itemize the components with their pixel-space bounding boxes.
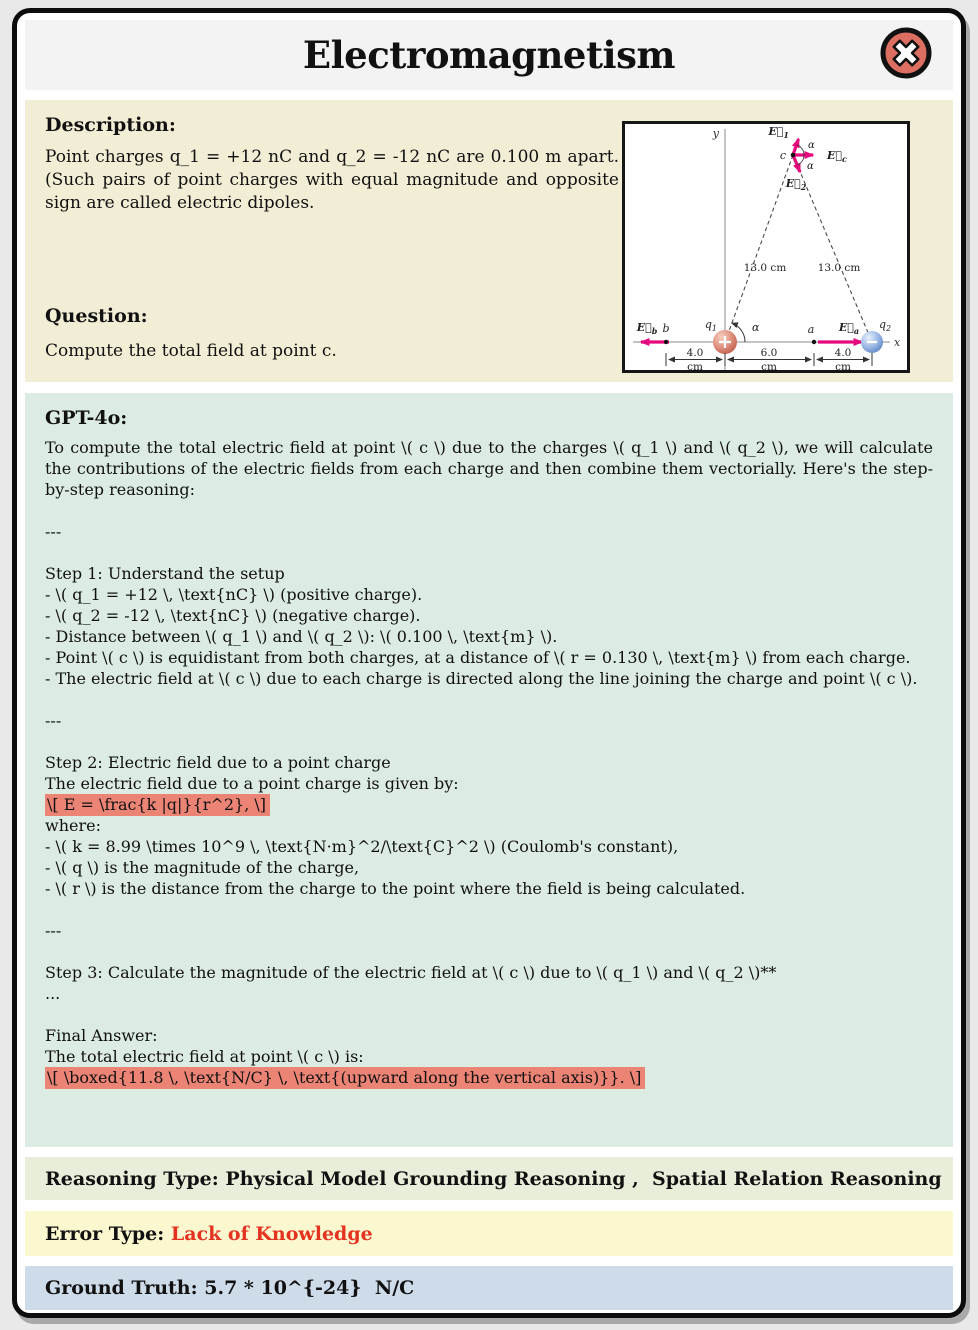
error-type-value: Lack of Knowledge [164, 1222, 373, 1245]
answer-line [45, 500, 933, 521]
dim-value-3: 4.0 [834, 347, 852, 359]
vector-E2 [793, 155, 800, 172]
point-a-label: a [807, 323, 815, 336]
answer-line: - \( q_1 = +12 \, \text{nC} \) (positive charge). [45, 585, 423, 604]
reasoning-type-row [25, 1157, 953, 1200]
point-b [664, 340, 668, 344]
answer-line: To compute the total electric field at point \( c \) due to the charges \( q_1 \) and \( q_2 \), we will calculate the contributions of the electric fields from each charge and then combine them vectorially. Here's the step-by-step reasoning: [45, 438, 933, 499]
model-answer-panel [25, 393, 953, 1147]
error-type-row [25, 1211, 953, 1256]
close-icon [878, 25, 934, 81]
distance-label-right: 13.0 cm [817, 262, 861, 274]
answer-line: The total electric field at point \( c \) is: [45, 1047, 364, 1066]
vector-E1-label: $E⃗_1$ [768, 125, 789, 140]
answer-line: where: [45, 816, 101, 835]
answer-line: The electric field due to a point charge is given by: [45, 774, 459, 793]
answer-line: - \( q_2 = -12 \, \text{nC} \) (negative charge). [45, 606, 421, 625]
answer-line: ... [45, 984, 61, 1003]
answer-line [45, 731, 933, 752]
vector-E1 [793, 139, 799, 155]
model-name-label: GPT-4o: [45, 407, 128, 429]
charge-q1-label: $q_1$ [704, 318, 717, 333]
x-axis-label: x [894, 336, 901, 349]
answer-line: - Point \( c \) is equidistant from both charges, at a distance of \( r = 0.130 \, \text{m} \) from each charge. [45, 648, 911, 667]
answer-line: - \( q \) is the magnitude of the charge, [45, 858, 360, 877]
answer-line: Step 1: Understand the setup [45, 564, 285, 583]
close-button[interactable] [878, 25, 934, 81]
dipole-figure [622, 121, 910, 373]
description-panel [25, 100, 953, 382]
y-axis-label: y [712, 127, 719, 140]
reasoning-type-value: Physical Model Grounding Reasoning , Spatial Relation Reasoning [218, 1167, 942, 1190]
dim-unit-3: cm [835, 361, 851, 370]
answer-line: --- [45, 522, 62, 541]
answer-line: Final Answer: [45, 1026, 158, 1045]
dashed-line-q1c [725, 155, 793, 342]
answer-line: Step 3: Calculate the magnitude of the electric field at \( c \) due to \( q_1 \) and \( q_2 \)** [45, 963, 777, 982]
distance-label-left: 13.0 cm [743, 262, 787, 274]
point-a [812, 340, 816, 344]
answer-line: - \( r \) is the distance from the charge to the point where the field is being calculated. [45, 879, 746, 898]
alpha-label-top: α [808, 140, 815, 151]
ground-truth-label: Ground Truth: [45, 1277, 198, 1299]
point-c-label: c [779, 149, 786, 162]
description-text: Point charges q_1 = +12 nC and q_2 = -12 nC are 0.100 m apart. (Such pairs of point charges with equal magnitude and opposite sign are called electric dipoles. [45, 147, 619, 213]
vector-Ec-label: $E⃗_c$ [827, 149, 847, 164]
ground-truth-row [25, 1266, 953, 1310]
point-c [791, 153, 796, 158]
question-label: Question: [45, 305, 148, 327]
vector-Ea-label: $E⃗_a$ [838, 321, 860, 336]
dim-unit-1: cm [687, 361, 703, 370]
vector-Eb-label: $E⃗_b$ [636, 321, 658, 336]
answer-line: Step 2: Electric field due to a point charge [45, 753, 391, 772]
answer-line: \[ \boxed{11.8 \, \text{N/C} \, \text{(upward along the vertical axis)}}. \] [45, 1067, 933, 1088]
description-label: Description: [45, 114, 176, 136]
alpha-label-q1: α [752, 321, 760, 334]
question-text: Compute the total field at point c. [45, 341, 337, 361]
ground-truth-value: 5.7 * 10^{-24} N/C [197, 1277, 415, 1299]
answer-line: - \( k = 8.99 \times 10^9 \, \text{N·m}^2/\text{C}^2 \) (Coulomb's constant), [45, 837, 679, 856]
reasoning-type-label: Reasoning Type: [45, 1167, 219, 1190]
error-type-label: Error Type: [45, 1222, 165, 1245]
answer-line: --- [45, 921, 62, 940]
answer-line: - The electric field at \( c \) due to each charge is directed along the line joining the charge and point \( c \). [45, 669, 918, 688]
answer-line: - Distance between \( q_1 \) and \( q_2 \): \( 0.100 \, \text{m} \). [45, 627, 558, 646]
dim-unit-2: cm [761, 361, 777, 370]
answer-lines [45, 437, 933, 1088]
answer-line: --- [45, 711, 62, 730]
answer-line [45, 1004, 933, 1025]
header-bar [25, 20, 953, 90]
vector-E2-label: $E⃗_2$ [785, 177, 807, 192]
alpha-label-bottom: α [807, 161, 814, 172]
point-b-label: b [662, 322, 670, 335]
answer-line [45, 899, 933, 920]
answer-line [45, 542, 933, 563]
answer-line: \[ E = \frac{k |q|}{r^2}, \] [45, 794, 933, 815]
answer-line [45, 941, 933, 962]
charge-q2-label: $q_2$ [879, 318, 892, 333]
dim-value-2: 6.0 [760, 347, 778, 359]
answer-line [45, 689, 933, 710]
dim-value-1: 4.0 [686, 347, 704, 359]
page-title: Electromagnetism [302, 33, 676, 77]
card-frame [12, 8, 966, 1318]
dipole-figure-svg [625, 124, 907, 370]
